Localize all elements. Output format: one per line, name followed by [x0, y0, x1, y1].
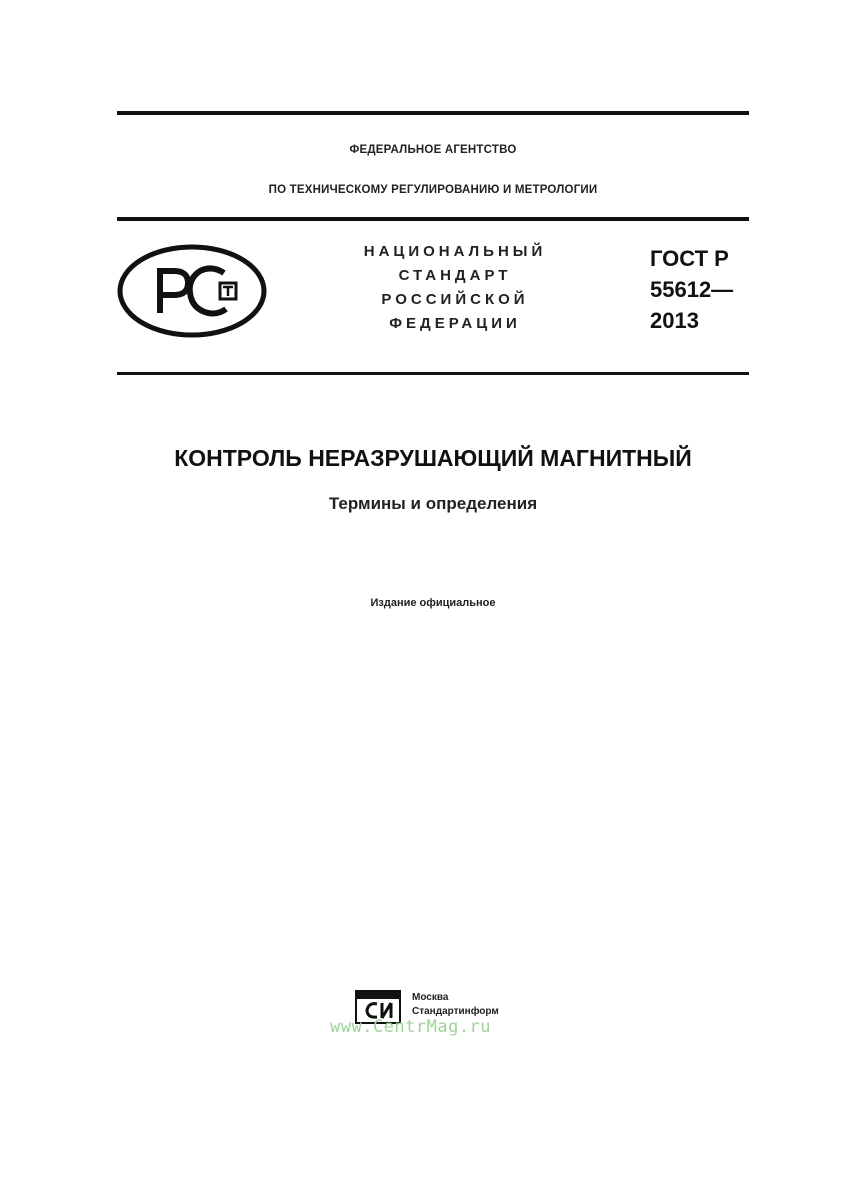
national-line-1: НАЦИОНАЛЬНЫЙ	[363, 243, 547, 260]
national-line-4: ФЕДЕРАЦИИ	[389, 315, 521, 332]
publisher-city: Москва	[412, 992, 449, 1003]
top-rule	[117, 111, 749, 115]
watermark-url: www.CentrMag.ru	[330, 1017, 492, 1037]
gost-line-3: 2013	[650, 308, 699, 333]
document-subtitle: Термины и определения	[328, 494, 538, 513]
gost-designation	[650, 243, 733, 336]
gost-line-1: ГОСТ Р	[650, 246, 729, 271]
agency-line-1: ФЕДЕРАЛЬНОЕ АГЕНТСТВО	[349, 144, 517, 156]
gost-line-2: 55612—	[650, 277, 734, 302]
rst-logo-icon	[116, 243, 268, 339]
edition-note: Издание официальное	[370, 597, 496, 609]
publisher-info	[412, 991, 499, 1019]
national-standard-block	[330, 240, 580, 336]
agency-line-2: ПО ТЕХНИЧЕСКОМУ РЕГУЛИРОВАНИЮ И МЕТРОЛОГИИ	[268, 184, 598, 196]
standard-bottom-rule	[117, 372, 749, 375]
national-line-3: РОССИЙСКОЙ	[381, 291, 529, 308]
document-title: КОНТРОЛЬ НЕРАЗРУШАЮЩИЙ МАГНИТНЫЙ	[174, 445, 692, 471]
national-line-2: СТАНДАРТ	[398, 267, 512, 284]
publisher-name: Стандартинформ	[412, 1006, 499, 1017]
header-bottom-rule	[117, 217, 749, 221]
